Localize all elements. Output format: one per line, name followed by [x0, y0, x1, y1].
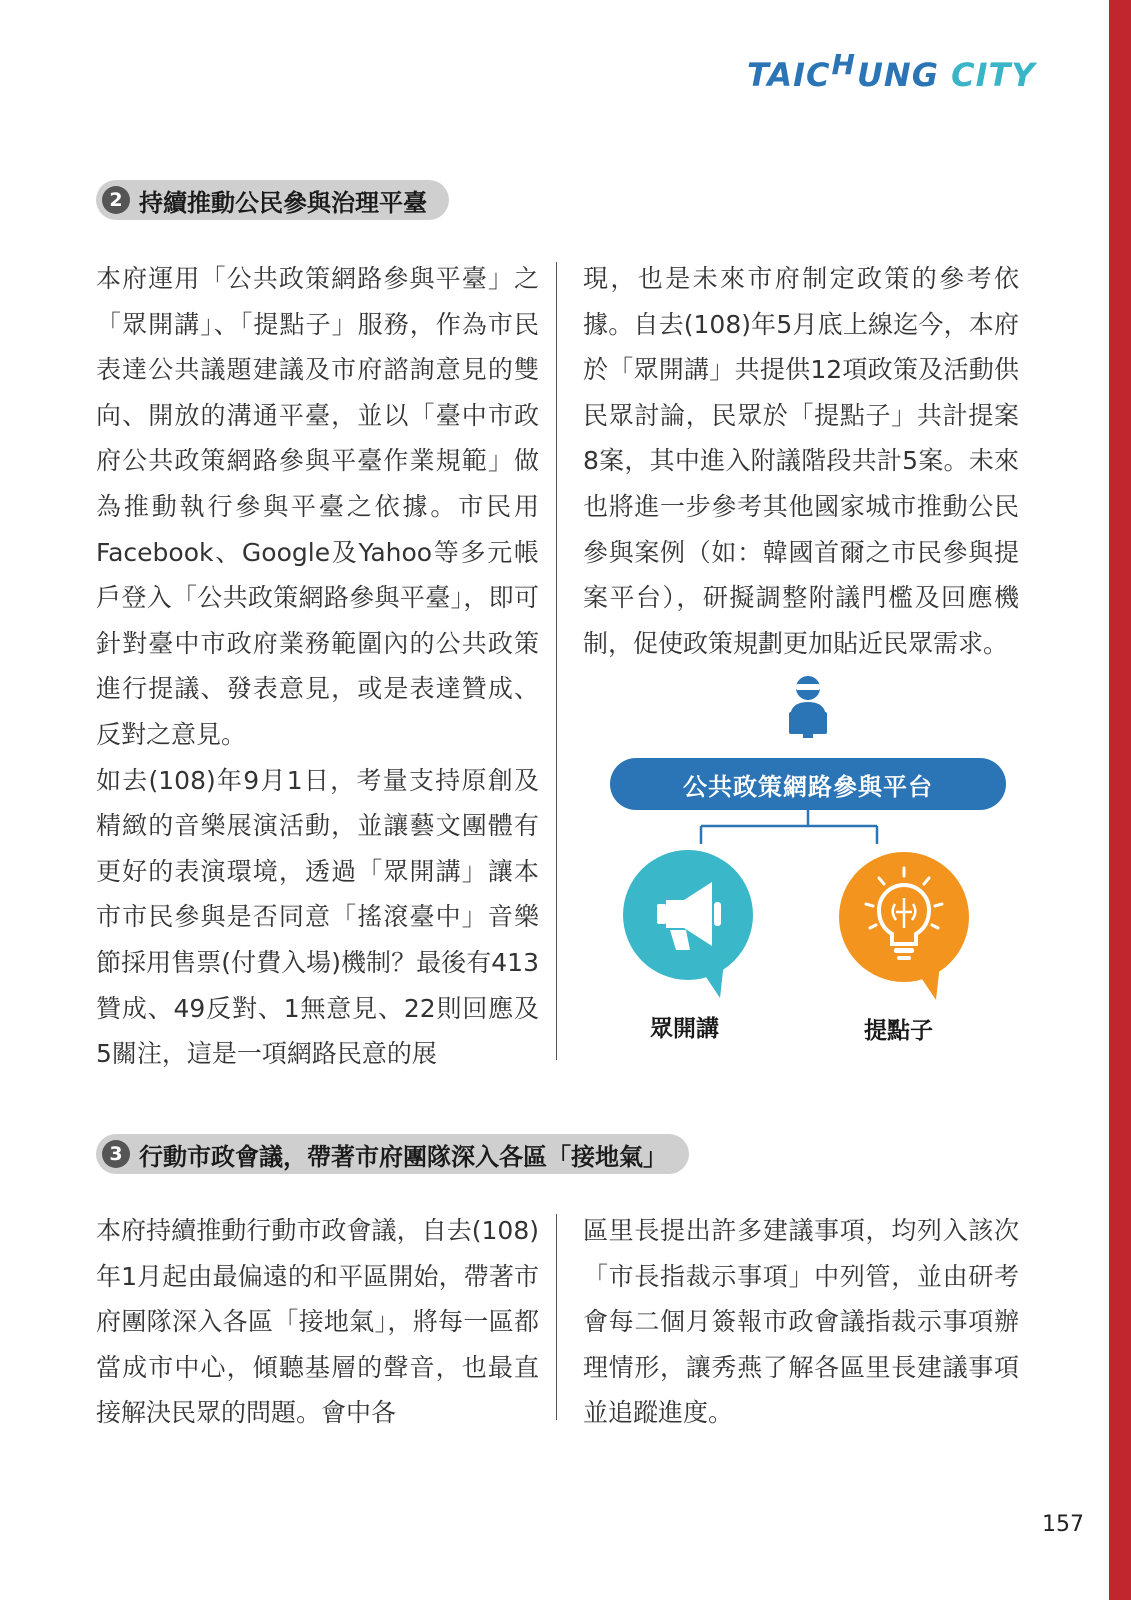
brand-part-4: CITY — [951, 56, 1036, 94]
section-2-title: 持續推動公民參與治理平臺 — [139, 188, 427, 217]
megaphone-bubble — [623, 850, 753, 998]
section-2-column-divider — [556, 262, 557, 1060]
section-2-paragraph-1: 本府運用「公共政策網路參與平臺」之「眾開講」、「提點子」服務，作為市民表達公共議題建議及市府諮詢意見的雙向、開放的溝通平臺，並以「臺中市政府公共政策網路參與平臺作業規範」做為推動執行參與平臺之依據。市民用Facebook、Google及Yahoo等多元帳戶登入「公共政策網路參與平臺」，即可針對臺中市政府業務範圍內的公共政策進行提議、發表意見，或是表達贊成、反對之意見。 — [96, 264, 539, 749]
participation-platform-diagram — [600, 672, 1020, 1072]
platform-label: 公共政策網路參與平台 — [683, 772, 933, 801]
section-3-title: 行動市政會議，帶著市府團隊深入各區「接地氣」 — [139, 1142, 667, 1171]
idea-label: 提點子 — [864, 1018, 933, 1044]
diagram-connectors — [701, 810, 877, 844]
section-3-number: 3 — [102, 1140, 130, 1168]
megaphone-label: 眾開講 — [650, 1016, 719, 1042]
brand-part-2: H — [831, 48, 856, 81]
section-2-heading — [96, 180, 449, 220]
section-3-paragraph-1: 本府持續推動行動市政會議，自去(108)年1月起由最偏遠的和平區開始，帶著市府團隊深入各區「接地氣」，將每一區都當成市中心，傾聽基層的聲音，也最直接解決民眾的問題。會中各 — [96, 1216, 539, 1428]
brand-part-3: UNG — [856, 56, 939, 94]
brand-logo — [747, 48, 1036, 94]
user-computer-icon — [789, 676, 827, 738]
section-2-number: 2 — [102, 186, 130, 214]
section-2-right-column — [583, 256, 1019, 666]
section-2-left-column — [96, 256, 539, 1077]
section-3-column-divider — [556, 1214, 557, 1420]
section-3-heading — [96, 1134, 689, 1174]
platform-pill — [610, 758, 1006, 810]
section-3-right-column — [583, 1208, 1019, 1436]
section-2-paragraph-2: 如去(108)年9月1日，考量支持原創及精緻的音樂展演活動，並讓藝文團體有更好的表演環境，透過「眾開講」讓本市市民參與是否同意「搖滾臺中」音樂節採用售票(付費入場)機制？最後有413贊成、49反對、1無意見、22則回應及5關注，這是一項網路民意的展 — [96, 765, 539, 1069]
page-number: 157 — [1042, 1512, 1084, 1537]
section-3-paragraph-2: 區里長提出許多建議事項，均列入該次「市長指裁示事項」中列管，並由研考會每二個月簽報市政會議指裁示事項辦理情形，讓秀燕了解各區里長建議事項並追蹤進度。 — [583, 1216, 1019, 1428]
section-3-left-column — [96, 1208, 539, 1436]
page-edge-bar — [1109, 0, 1131, 1600]
brand-part-1: TAIC — [747, 56, 831, 94]
idea-bubble — [839, 852, 969, 1000]
section-2-paragraph-3: 現，也是未來市府制定政策的參考依據。自去(108)年5月底上線迄今，本府於「眾開講」共提供12項政策及活動供民眾討論，民眾於「提點子」共計提案8案，其中進入附議階段共計5案。未來也將進一步參考其他國家城市推動公民參與案例（如：韓國首爾之市民參與提案平台），研擬調整附議門檻及回應機制，促使政策規劃更加貼近民眾需求。 — [583, 264, 1019, 658]
